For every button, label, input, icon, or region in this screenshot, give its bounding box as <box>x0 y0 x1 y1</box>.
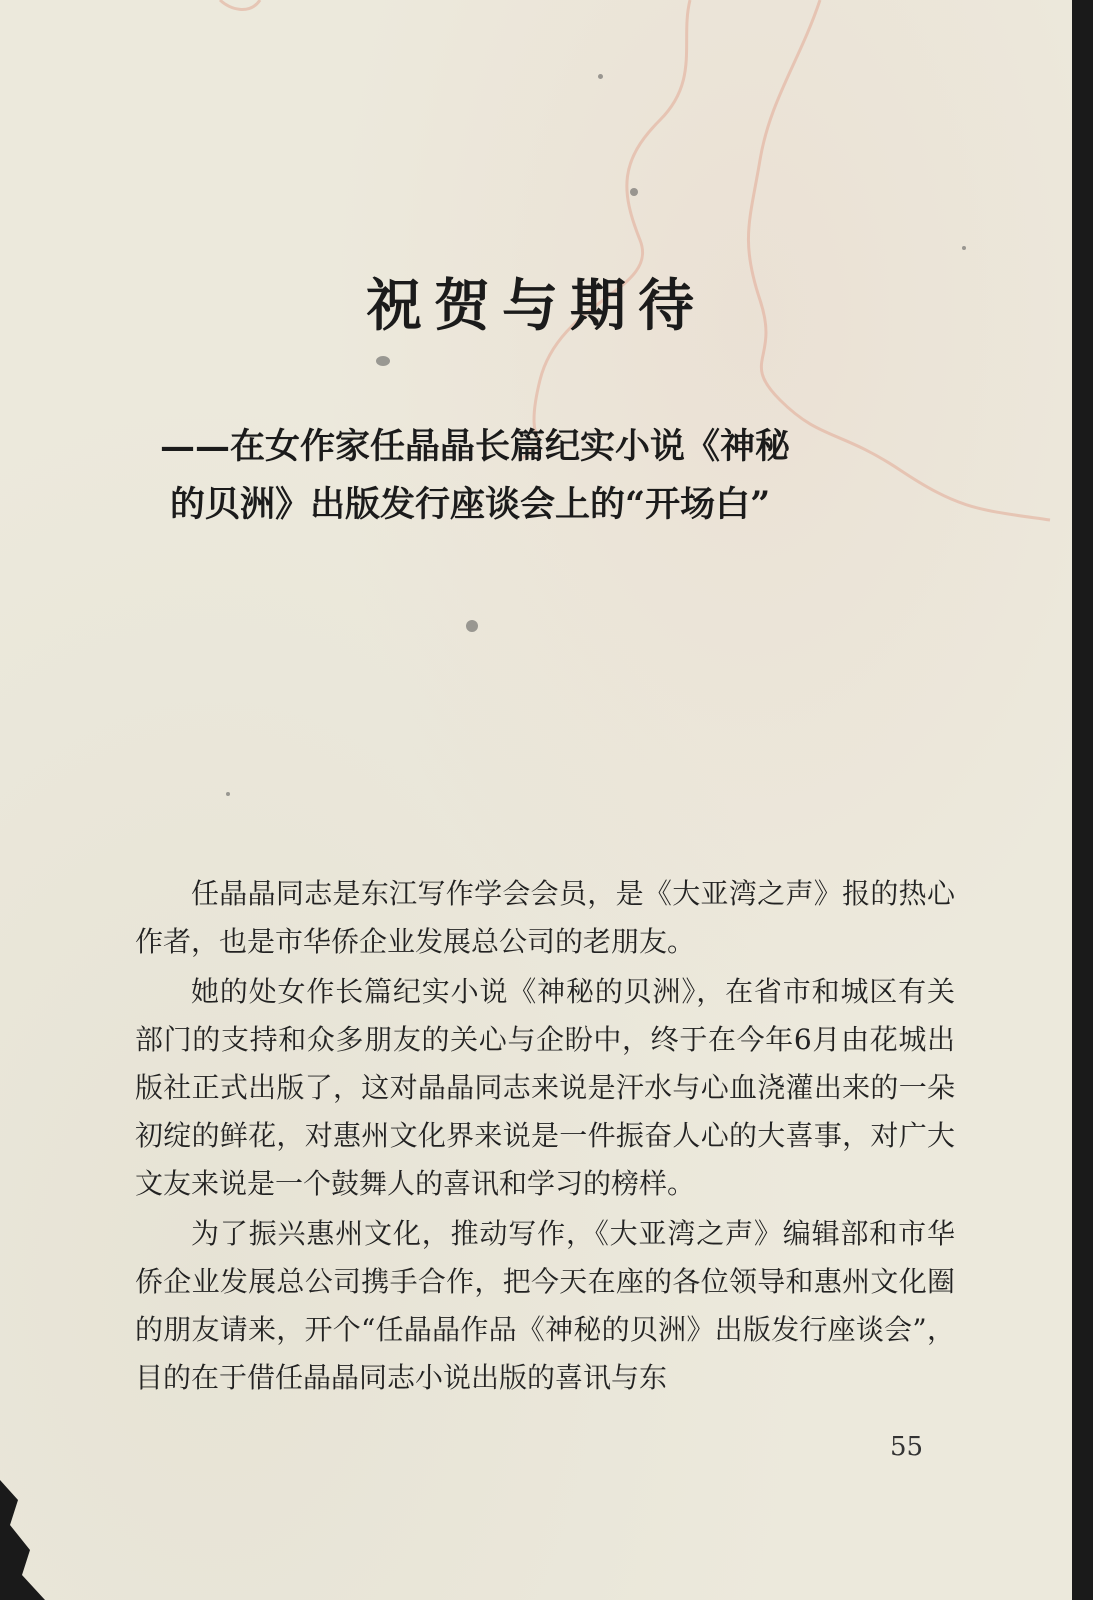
paragraph-3: 为了振兴惠州文化，推动写作，《大亚湾之声》编辑部和市华侨企业发展总公司携手合作，把今天在座的各位领导和惠州文化圈的朋友请来，开个“任晶晶作品《神秘的贝洲》出版发行座谈会”，目的在于借任晶晶同志小说出版的喜讯与东 <box>135 1217 955 1394</box>
paper-speck <box>376 356 390 366</box>
paper-speck <box>630 188 638 196</box>
subtitle-line-2: 的贝洲》出版发行座谈会上的“开场白” <box>170 484 771 525</box>
subtitle-line-1: ——在女作家任晶晶长篇纪实小说《神秘 <box>160 426 791 467</box>
document-title: 祝贺与期待 <box>366 273 706 339</box>
page-number: 55 <box>890 1432 924 1462</box>
paragraph-1: 任晶晶同志是东江写作学会会员，是《大亚湾之声》报的热心作者，也是市华侨企业发展总公司的老朋友。 <box>135 877 955 958</box>
paper-speck <box>466 620 478 632</box>
paragraph-2: 她的处女作长篇纪实小说《神秘的贝洲》，在省市和城区有关部门的支持和众多朋友的关心与企盼中，终于在今年6月由花城出版社正式出版了，这对晶晶同志来说是汗水与心血浇灌出来的一朵初绽的鲜花，对惠州文化界来说是一件振奋人心的大喜事，对广大文友来说是一个鼓舞人的喜讯和学习的榜样。 <box>135 975 955 1200</box>
document-subtitle <box>160 418 920 534</box>
body-text <box>135 870 955 1402</box>
paper-speck <box>962 246 966 250</box>
paper-speck <box>226 792 230 796</box>
paper-speck <box>598 74 603 79</box>
torn-corner <box>0 1480 60 1600</box>
